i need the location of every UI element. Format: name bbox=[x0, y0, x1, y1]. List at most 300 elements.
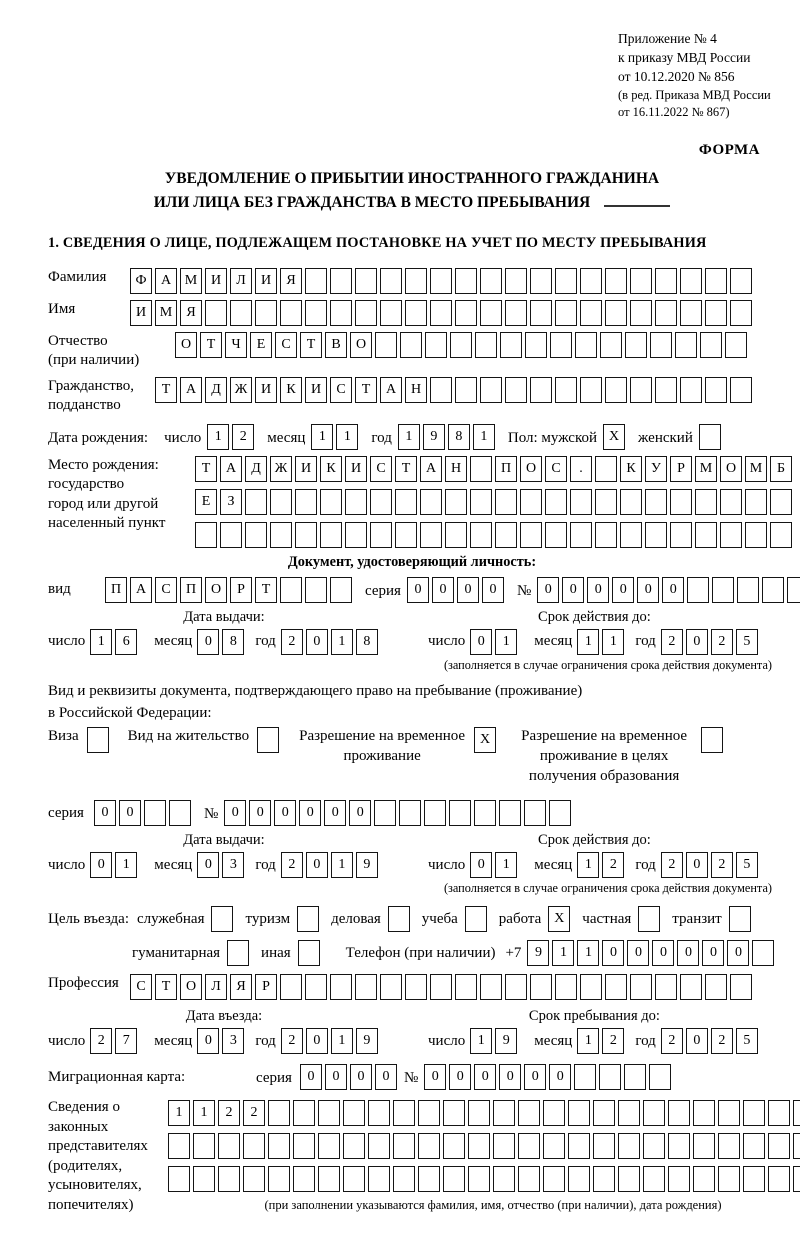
char-cell[interactable] bbox=[470, 489, 492, 515]
char-cell[interactable]: 1 bbox=[331, 1028, 353, 1054]
char-cell[interactable]: 0 bbox=[249, 800, 271, 826]
char-cell[interactable]: 1 bbox=[331, 629, 353, 655]
char-cell[interactable]: 0 bbox=[524, 1064, 546, 1090]
char-cell[interactable] bbox=[745, 489, 767, 515]
char-cell[interactable]: Е bbox=[195, 489, 217, 515]
char-cell[interactable] bbox=[495, 522, 517, 548]
char-cell[interactable] bbox=[355, 300, 377, 326]
char-cell[interactable] bbox=[495, 489, 517, 515]
char-cell[interactable]: О bbox=[520, 456, 542, 482]
char-cell[interactable] bbox=[480, 974, 502, 1000]
char-cell[interactable]: 0 bbox=[324, 800, 346, 826]
char-cell[interactable] bbox=[793, 1133, 800, 1159]
char-cell[interactable] bbox=[624, 1064, 646, 1090]
char-cell[interactable]: Ж bbox=[230, 377, 252, 403]
char-cell[interactable] bbox=[670, 489, 692, 515]
char-cell[interactable]: 1 bbox=[577, 852, 599, 878]
char-cell[interactable]: 2 bbox=[711, 1028, 733, 1054]
char-cell[interactable]: 0 bbox=[224, 800, 246, 826]
char-cell[interactable] bbox=[420, 522, 442, 548]
char-cell[interactable] bbox=[255, 300, 277, 326]
char-cell[interactable]: А bbox=[220, 456, 242, 482]
char-cell[interactable] bbox=[418, 1166, 440, 1192]
char-cell[interactable] bbox=[345, 522, 367, 548]
char-cell[interactable] bbox=[505, 300, 527, 326]
char-cell[interactable]: 0 bbox=[449, 1064, 471, 1090]
char-cell[interactable] bbox=[305, 268, 327, 294]
char-cell[interactable] bbox=[430, 974, 452, 1000]
char-cell[interactable]: Т bbox=[155, 377, 177, 403]
char-cell[interactable] bbox=[305, 300, 327, 326]
char-cell[interactable] bbox=[450, 332, 472, 358]
char-cell[interactable] bbox=[380, 974, 402, 1000]
char-cell[interactable]: Т bbox=[200, 332, 222, 358]
char-cell[interactable] bbox=[570, 522, 592, 548]
char-cell[interactable]: 0 bbox=[602, 940, 624, 966]
char-cell[interactable] bbox=[405, 974, 427, 1000]
char-cell[interactable] bbox=[420, 489, 442, 515]
char-cell[interactable]: 0 bbox=[119, 800, 141, 826]
char-cell[interactable] bbox=[675, 332, 697, 358]
char-cell[interactable]: О bbox=[180, 974, 202, 1000]
char-cell[interactable] bbox=[668, 1166, 690, 1192]
char-cell[interactable]: М bbox=[155, 300, 177, 326]
char-cell[interactable] bbox=[770, 522, 792, 548]
char-cell[interactable] bbox=[650, 332, 672, 358]
char-cell[interactable] bbox=[455, 268, 477, 294]
char-cell[interactable] bbox=[745, 522, 767, 548]
char-cell[interactable]: А bbox=[130, 577, 152, 603]
char-cell[interactable]: А bbox=[380, 377, 402, 403]
char-cell[interactable] bbox=[330, 974, 352, 1000]
char-cell[interactable] bbox=[730, 300, 752, 326]
char-cell[interactable]: А bbox=[155, 268, 177, 294]
char-cell[interactable]: 1 bbox=[115, 852, 137, 878]
char-cell[interactable] bbox=[211, 906, 233, 932]
char-cell[interactable]: С bbox=[370, 456, 392, 482]
char-cell[interactable] bbox=[580, 268, 602, 294]
char-cell[interactable] bbox=[195, 522, 217, 548]
char-cell[interactable]: Ж bbox=[270, 456, 292, 482]
char-cell[interactable] bbox=[680, 974, 702, 1000]
char-cell[interactable] bbox=[575, 332, 597, 358]
char-cell[interactable]: Р bbox=[230, 577, 252, 603]
char-cell[interactable]: 0 bbox=[612, 577, 634, 603]
char-cell[interactable] bbox=[520, 489, 542, 515]
char-cell[interactable] bbox=[330, 577, 352, 603]
char-cell[interactable]: А bbox=[180, 377, 202, 403]
char-cell[interactable] bbox=[693, 1133, 715, 1159]
char-cell[interactable]: Ч bbox=[225, 332, 247, 358]
char-cell[interactable] bbox=[605, 974, 627, 1000]
char-cell[interactable]: С bbox=[330, 377, 352, 403]
char-cell[interactable] bbox=[499, 800, 521, 826]
char-cell[interactable] bbox=[475, 332, 497, 358]
char-cell[interactable] bbox=[370, 489, 392, 515]
char-cell[interactable] bbox=[480, 300, 502, 326]
char-cell[interactable]: 0 bbox=[197, 629, 219, 655]
char-cell[interactable] bbox=[295, 522, 317, 548]
char-cell[interactable] bbox=[518, 1100, 540, 1126]
char-cell[interactable] bbox=[493, 1166, 515, 1192]
char-cell[interactable] bbox=[555, 377, 577, 403]
char-cell[interactable] bbox=[355, 974, 377, 1000]
char-cell[interactable]: 1 bbox=[336, 424, 358, 450]
char-cell[interactable] bbox=[595, 489, 617, 515]
char-cell[interactable]: Т bbox=[255, 577, 277, 603]
char-cell[interactable] bbox=[630, 974, 652, 1000]
char-cell[interactable] bbox=[668, 1100, 690, 1126]
char-cell[interactable] bbox=[524, 800, 546, 826]
char-cell[interactable] bbox=[568, 1166, 590, 1192]
char-cell[interactable] bbox=[693, 1166, 715, 1192]
char-cell[interactable]: 0 bbox=[562, 577, 584, 603]
char-cell[interactable]: 5 bbox=[736, 629, 758, 655]
char-cell[interactable]: 1 bbox=[602, 629, 624, 655]
char-cell[interactable] bbox=[701, 727, 723, 753]
char-cell[interactable]: С bbox=[275, 332, 297, 358]
char-cell[interactable] bbox=[668, 1133, 690, 1159]
char-cell[interactable]: 0 bbox=[686, 629, 708, 655]
char-cell[interactable]: 1 bbox=[311, 424, 333, 450]
char-cell[interactable] bbox=[218, 1133, 240, 1159]
char-cell[interactable] bbox=[545, 489, 567, 515]
char-cell[interactable] bbox=[395, 489, 417, 515]
char-cell[interactable]: 0 bbox=[407, 577, 429, 603]
char-cell[interactable]: 9 bbox=[356, 1028, 378, 1054]
char-cell[interactable] bbox=[645, 489, 667, 515]
char-cell[interactable] bbox=[443, 1133, 465, 1159]
char-cell[interactable] bbox=[370, 522, 392, 548]
char-cell[interactable] bbox=[298, 940, 320, 966]
char-cell[interactable]: О bbox=[175, 332, 197, 358]
char-cell[interactable] bbox=[543, 1133, 565, 1159]
char-cell[interactable]: 2 bbox=[661, 1028, 683, 1054]
char-cell[interactable] bbox=[280, 974, 302, 1000]
char-cell[interactable] bbox=[605, 268, 627, 294]
char-cell[interactable] bbox=[630, 377, 652, 403]
char-cell[interactable] bbox=[605, 300, 627, 326]
char-cell[interactable] bbox=[293, 1100, 315, 1126]
char-cell[interactable] bbox=[593, 1166, 615, 1192]
char-cell[interactable] bbox=[474, 800, 496, 826]
char-cell[interactable] bbox=[618, 1100, 640, 1126]
char-cell[interactable] bbox=[643, 1166, 665, 1192]
char-cell[interactable] bbox=[455, 974, 477, 1000]
char-cell[interactable]: 2 bbox=[218, 1100, 240, 1126]
char-cell[interactable] bbox=[245, 522, 267, 548]
char-cell[interactable]: Б bbox=[770, 456, 792, 482]
char-cell[interactable] bbox=[580, 377, 602, 403]
char-cell[interactable]: 0 bbox=[549, 1064, 571, 1090]
char-cell[interactable]: 0 bbox=[474, 1064, 496, 1090]
char-cell[interactable] bbox=[705, 300, 727, 326]
char-cell[interactable]: 2 bbox=[90, 1028, 112, 1054]
char-cell[interactable] bbox=[230, 300, 252, 326]
char-cell[interactable]: О bbox=[205, 577, 227, 603]
char-cell[interactable] bbox=[630, 268, 652, 294]
char-cell[interactable]: Д bbox=[245, 456, 267, 482]
char-cell[interactable] bbox=[743, 1166, 765, 1192]
char-cell[interactable] bbox=[505, 377, 527, 403]
char-cell[interactable] bbox=[599, 1064, 621, 1090]
char-cell[interactable]: 1 bbox=[398, 424, 420, 450]
char-cell[interactable]: 0 bbox=[299, 800, 321, 826]
char-cell[interactable] bbox=[730, 974, 752, 1000]
char-cell[interactable]: 2 bbox=[281, 629, 303, 655]
char-cell[interactable] bbox=[680, 377, 702, 403]
char-cell[interactable]: 0 bbox=[90, 852, 112, 878]
char-cell[interactable]: С bbox=[130, 974, 152, 1000]
char-cell[interactable] bbox=[555, 300, 577, 326]
char-cell[interactable] bbox=[449, 800, 471, 826]
char-cell[interactable]: К bbox=[620, 456, 642, 482]
char-cell[interactable] bbox=[468, 1100, 490, 1126]
char-cell[interactable] bbox=[168, 1166, 190, 1192]
char-cell[interactable]: З bbox=[220, 489, 242, 515]
char-cell[interactable] bbox=[393, 1166, 415, 1192]
char-cell[interactable] bbox=[430, 268, 452, 294]
char-cell[interactable]: 8 bbox=[222, 629, 244, 655]
char-cell[interactable]: 2 bbox=[661, 629, 683, 655]
char-cell[interactable]: X bbox=[548, 906, 570, 932]
char-cell[interactable] bbox=[743, 1100, 765, 1126]
char-cell[interactable]: 0 bbox=[325, 1064, 347, 1090]
char-cell[interactable]: 0 bbox=[197, 1028, 219, 1054]
char-cell[interactable] bbox=[400, 332, 422, 358]
char-cell[interactable]: 1 bbox=[470, 1028, 492, 1054]
char-cell[interactable] bbox=[443, 1100, 465, 1126]
char-cell[interactable] bbox=[345, 489, 367, 515]
char-cell[interactable] bbox=[718, 1100, 740, 1126]
char-cell[interactable]: П bbox=[105, 577, 127, 603]
char-cell[interactable] bbox=[518, 1166, 540, 1192]
char-cell[interactable] bbox=[374, 800, 396, 826]
char-cell[interactable]: 6 bbox=[115, 629, 137, 655]
char-cell[interactable] bbox=[768, 1133, 790, 1159]
char-cell[interactable]: Д bbox=[205, 377, 227, 403]
char-cell[interactable]: 0 bbox=[686, 1028, 708, 1054]
char-cell[interactable] bbox=[643, 1100, 665, 1126]
char-cell[interactable]: 0 bbox=[349, 800, 371, 826]
char-cell[interactable] bbox=[645, 522, 667, 548]
char-cell[interactable]: Я bbox=[230, 974, 252, 1000]
char-cell[interactable] bbox=[393, 1133, 415, 1159]
char-cell[interactable] bbox=[549, 800, 571, 826]
char-cell[interactable] bbox=[593, 1100, 615, 1126]
char-cell[interactable]: 0 bbox=[424, 1064, 446, 1090]
char-cell[interactable] bbox=[520, 522, 542, 548]
char-cell[interactable] bbox=[555, 268, 577, 294]
char-cell[interactable] bbox=[468, 1166, 490, 1192]
char-cell[interactable] bbox=[555, 974, 577, 1000]
char-cell[interactable] bbox=[293, 1166, 315, 1192]
char-cell[interactable] bbox=[418, 1100, 440, 1126]
char-cell[interactable] bbox=[568, 1100, 590, 1126]
char-cell[interactable]: 0 bbox=[197, 852, 219, 878]
char-cell[interactable] bbox=[280, 577, 302, 603]
char-cell[interactable]: 9 bbox=[423, 424, 445, 450]
char-cell[interactable] bbox=[700, 332, 722, 358]
char-cell[interactable]: И bbox=[205, 268, 227, 294]
char-cell[interactable]: 2 bbox=[711, 629, 733, 655]
char-cell[interactable] bbox=[595, 522, 617, 548]
char-cell[interactable]: 0 bbox=[470, 629, 492, 655]
char-cell[interactable] bbox=[245, 489, 267, 515]
char-cell[interactable]: Я bbox=[180, 300, 202, 326]
char-cell[interactable]: 1 bbox=[168, 1100, 190, 1126]
char-cell[interactable] bbox=[699, 424, 721, 450]
char-cell[interactable]: 0 bbox=[306, 629, 328, 655]
char-cell[interactable]: 1 bbox=[495, 629, 517, 655]
char-cell[interactable] bbox=[443, 1166, 465, 1192]
char-cell[interactable] bbox=[730, 377, 752, 403]
char-cell[interactable] bbox=[455, 300, 477, 326]
char-cell[interactable]: Р bbox=[255, 974, 277, 1000]
char-cell[interactable] bbox=[243, 1166, 265, 1192]
char-cell[interactable]: 0 bbox=[375, 1064, 397, 1090]
char-cell[interactable] bbox=[430, 300, 452, 326]
char-cell[interactable]: И bbox=[305, 377, 327, 403]
char-cell[interactable]: 0 bbox=[94, 800, 116, 826]
char-cell[interactable]: П bbox=[495, 456, 517, 482]
char-cell[interactable]: 2 bbox=[711, 852, 733, 878]
char-cell[interactable] bbox=[695, 522, 717, 548]
char-cell[interactable] bbox=[595, 456, 617, 482]
char-cell[interactable] bbox=[343, 1100, 365, 1126]
char-cell[interactable] bbox=[388, 906, 410, 932]
char-cell[interactable] bbox=[270, 489, 292, 515]
char-cell[interactable] bbox=[718, 1133, 740, 1159]
char-cell[interactable] bbox=[330, 268, 352, 294]
char-cell[interactable] bbox=[445, 522, 467, 548]
char-cell[interactable]: 0 bbox=[637, 577, 659, 603]
char-cell[interactable]: 0 bbox=[627, 940, 649, 966]
char-cell[interactable] bbox=[355, 268, 377, 294]
char-cell[interactable] bbox=[395, 522, 417, 548]
char-cell[interactable] bbox=[725, 332, 747, 358]
char-cell[interactable] bbox=[793, 1100, 800, 1126]
char-cell[interactable] bbox=[343, 1133, 365, 1159]
char-cell[interactable] bbox=[730, 268, 752, 294]
char-cell[interactable] bbox=[545, 522, 567, 548]
char-cell[interactable] bbox=[205, 300, 227, 326]
char-cell[interactable]: 0 bbox=[432, 577, 454, 603]
char-cell[interactable] bbox=[424, 800, 446, 826]
char-cell[interactable]: И bbox=[295, 456, 317, 482]
char-cell[interactable]: С bbox=[545, 456, 567, 482]
char-cell[interactable]: 0 bbox=[587, 577, 609, 603]
char-cell[interactable]: С bbox=[155, 577, 177, 603]
char-cell[interactable] bbox=[368, 1133, 390, 1159]
char-cell[interactable] bbox=[405, 300, 427, 326]
char-cell[interactable] bbox=[670, 522, 692, 548]
char-cell[interactable]: 0 bbox=[350, 1064, 372, 1090]
char-cell[interactable] bbox=[620, 522, 642, 548]
char-cell[interactable]: . bbox=[570, 456, 592, 482]
char-cell[interactable] bbox=[787, 577, 800, 603]
char-cell[interactable]: М bbox=[745, 456, 767, 482]
char-cell[interactable]: 1 bbox=[577, 940, 599, 966]
char-cell[interactable]: О bbox=[350, 332, 372, 358]
char-cell[interactable] bbox=[270, 522, 292, 548]
char-cell[interactable] bbox=[593, 1133, 615, 1159]
char-cell[interactable] bbox=[393, 1100, 415, 1126]
char-cell[interactable] bbox=[297, 906, 319, 932]
char-cell[interactable] bbox=[330, 300, 352, 326]
char-cell[interactable]: 1 bbox=[207, 424, 229, 450]
char-cell[interactable] bbox=[193, 1166, 215, 1192]
char-cell[interactable] bbox=[144, 800, 166, 826]
char-cell[interactable]: X bbox=[603, 424, 625, 450]
char-cell[interactable] bbox=[227, 940, 249, 966]
char-cell[interactable]: 1 bbox=[552, 940, 574, 966]
char-cell[interactable]: Ф bbox=[130, 268, 152, 294]
char-cell[interactable] bbox=[770, 489, 792, 515]
char-cell[interactable] bbox=[530, 377, 552, 403]
char-cell[interactable]: X bbox=[474, 727, 496, 753]
char-cell[interactable]: 0 bbox=[470, 852, 492, 878]
char-cell[interactable] bbox=[480, 377, 502, 403]
char-cell[interactable]: 0 bbox=[702, 940, 724, 966]
char-cell[interactable]: И bbox=[255, 268, 277, 294]
char-cell[interactable] bbox=[318, 1133, 340, 1159]
char-cell[interactable]: Е bbox=[250, 332, 272, 358]
char-cell[interactable] bbox=[470, 522, 492, 548]
char-cell[interactable]: Н bbox=[445, 456, 467, 482]
char-cell[interactable]: Я bbox=[280, 268, 302, 294]
char-cell[interactable]: К bbox=[320, 456, 342, 482]
char-cell[interactable]: Т bbox=[155, 974, 177, 1000]
char-cell[interactable] bbox=[430, 377, 452, 403]
char-cell[interactable] bbox=[630, 300, 652, 326]
char-cell[interactable] bbox=[318, 1100, 340, 1126]
char-cell[interactable] bbox=[399, 800, 421, 826]
char-cell[interactable] bbox=[649, 1064, 671, 1090]
char-cell[interactable]: И bbox=[255, 377, 277, 403]
char-cell[interactable] bbox=[543, 1166, 565, 1192]
char-cell[interactable] bbox=[768, 1100, 790, 1126]
char-cell[interactable] bbox=[580, 974, 602, 1000]
char-cell[interactable]: 1 bbox=[577, 1028, 599, 1054]
char-cell[interactable]: К bbox=[280, 377, 302, 403]
char-cell[interactable] bbox=[425, 332, 447, 358]
char-cell[interactable]: 0 bbox=[274, 800, 296, 826]
char-cell[interactable]: 9 bbox=[356, 852, 378, 878]
char-cell[interactable] bbox=[655, 974, 677, 1000]
char-cell[interactable] bbox=[680, 268, 702, 294]
char-cell[interactable] bbox=[218, 1166, 240, 1192]
char-cell[interactable] bbox=[570, 489, 592, 515]
char-cell[interactable] bbox=[543, 1100, 565, 1126]
char-cell[interactable]: 0 bbox=[686, 852, 708, 878]
char-cell[interactable]: М bbox=[695, 456, 717, 482]
char-cell[interactable] bbox=[720, 522, 742, 548]
char-cell[interactable] bbox=[695, 489, 717, 515]
char-cell[interactable] bbox=[493, 1100, 515, 1126]
char-cell[interactable] bbox=[530, 974, 552, 1000]
char-cell[interactable]: 7 bbox=[115, 1028, 137, 1054]
char-cell[interactable] bbox=[343, 1166, 365, 1192]
char-cell[interactable] bbox=[550, 332, 572, 358]
char-cell[interactable] bbox=[380, 268, 402, 294]
char-cell[interactable]: Л bbox=[205, 974, 227, 1000]
char-cell[interactable]: 0 bbox=[499, 1064, 521, 1090]
char-cell[interactable]: В bbox=[325, 332, 347, 358]
char-cell[interactable] bbox=[220, 522, 242, 548]
char-cell[interactable] bbox=[418, 1133, 440, 1159]
char-cell[interactable]: Р bbox=[670, 456, 692, 482]
